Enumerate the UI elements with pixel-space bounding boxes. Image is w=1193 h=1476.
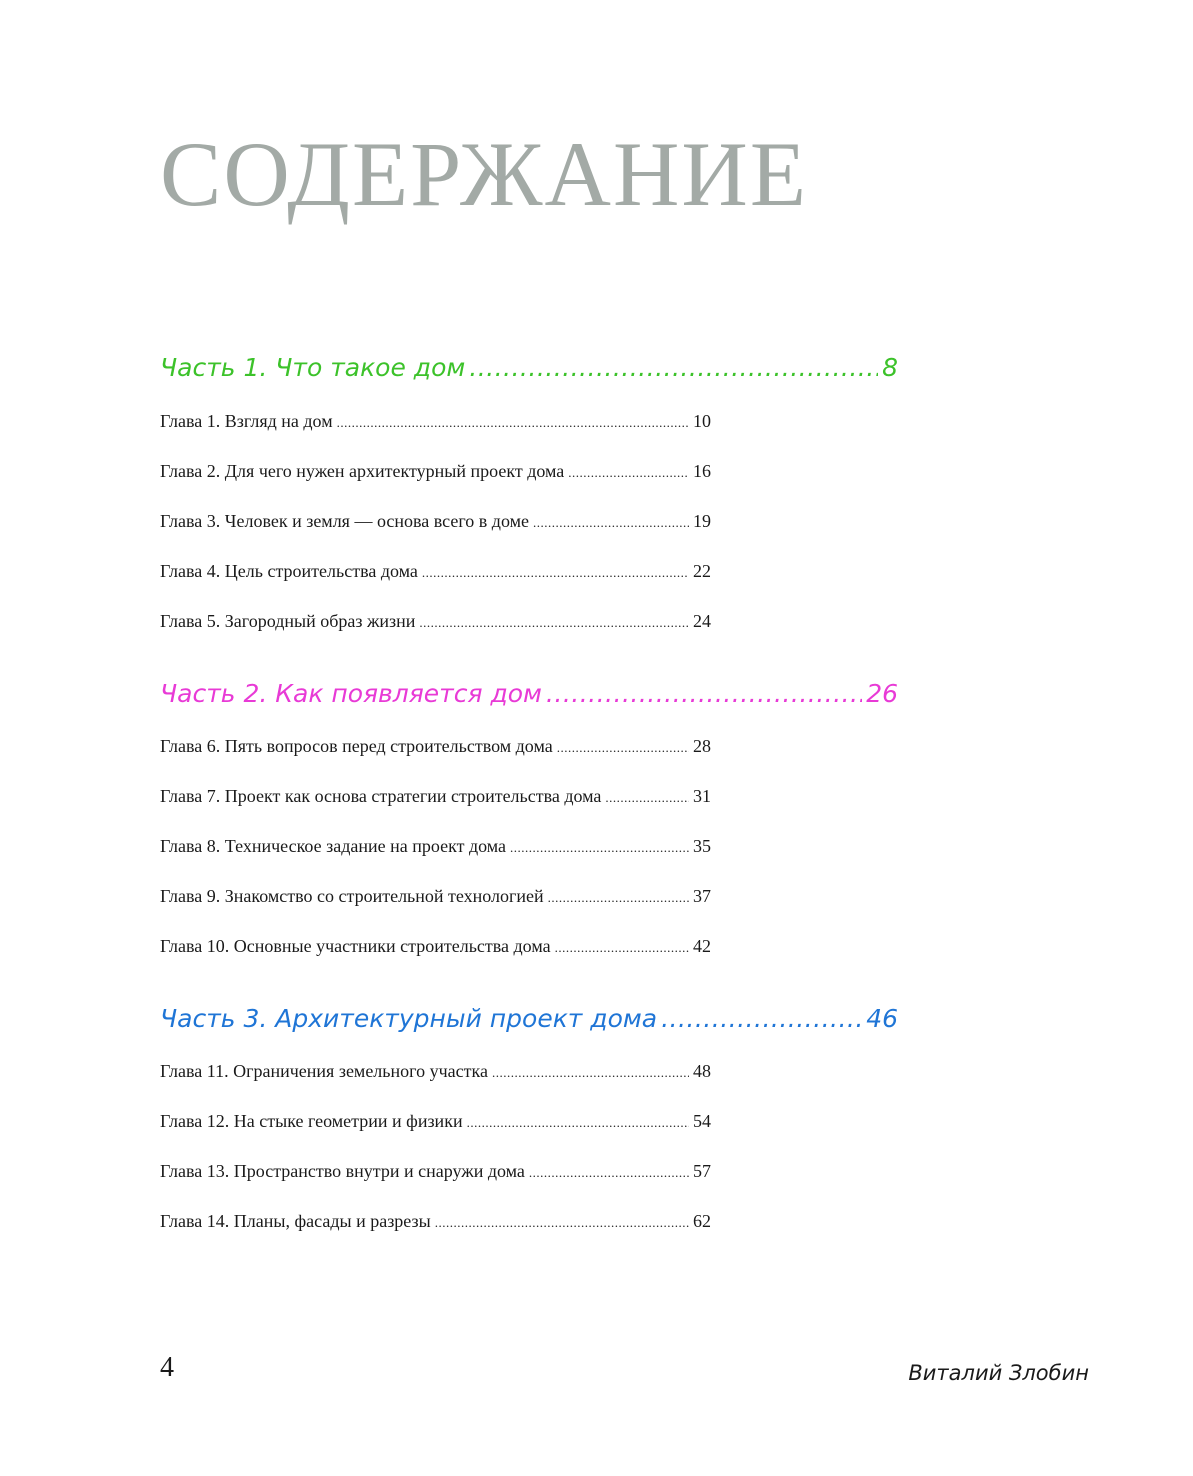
dot-leader: [533, 516, 689, 529]
dot-leader: [555, 941, 689, 954]
chapter-title: Глава 1. Взгляд на дом: [160, 411, 333, 431]
dot-leader: [568, 466, 689, 479]
chapter-title: Глава 6. Пять вопросов перед строительством дома: [160, 736, 553, 756]
page-title: СОДЕРЖАНИЕ: [160, 123, 809, 225]
dot-leader: [546, 681, 862, 706]
dot-leader: [661, 1006, 862, 1031]
chapter-page-number: 62: [693, 1211, 711, 1231]
chapter-title: Глава 10. Основные участники строительства дома: [160, 936, 551, 956]
chapter-title: Глава 8. Техническое задание на проект дома: [160, 836, 507, 856]
part-title: Часть 2. Как появляется дом: [160, 679, 542, 708]
chapter-entry[interactable]: [160, 512, 711, 530]
chapter-page-number: 19: [693, 511, 711, 531]
chapter-title: Глава 5. Загородный образ жизни: [160, 611, 416, 631]
part-1-entry[interactable]: [160, 355, 898, 380]
chapter-title: Глава 4. Цель строительства дома: [160, 561, 418, 581]
chapter-entry[interactable]: [160, 887, 711, 905]
chapter-entry[interactable]: [160, 737, 711, 755]
chapter-entry[interactable]: [160, 787, 711, 805]
chapter-page-number: 54: [693, 1111, 711, 1131]
chapter-entry[interactable]: [160, 1162, 711, 1180]
chapter-title: Глава 7. Проект как основа стратегии строительства дома: [160, 786, 602, 806]
chapter-entry[interactable]: [160, 1062, 711, 1080]
dot-leader: [419, 616, 689, 629]
chapter-page-number: 31: [693, 786, 711, 806]
chapter-entry[interactable]: [160, 462, 711, 480]
chapter-entry[interactable]: [160, 937, 711, 955]
chapter-page-number: 42: [693, 936, 711, 956]
chapter-entry[interactable]: [160, 837, 711, 855]
chapter-page-number: 57: [693, 1161, 711, 1181]
chapter-title: Глава 2. Для чего нужен архитектурный проект дома: [160, 461, 565, 481]
part-page-number: 46: [866, 1004, 898, 1033]
dot-leader: [422, 566, 689, 579]
chapter-entry[interactable]: [160, 612, 711, 630]
dot-leader: [529, 1166, 689, 1179]
part-title: Часть 3. Архитектурный проект дома: [160, 1004, 658, 1033]
dot-leader: [557, 741, 689, 754]
chapter-page-number: 24: [693, 611, 711, 631]
chapter-page-number: 16: [693, 461, 711, 481]
chapter-page-number: 35: [693, 836, 711, 856]
chapter-entry[interactable]: [160, 412, 711, 430]
chapter-entry[interactable]: [160, 562, 711, 580]
dot-leader: [605, 791, 689, 804]
dot-leader: [510, 841, 689, 854]
dot-leader: [548, 891, 689, 904]
author-name: Виталий Злобин: [908, 1361, 1089, 1385]
chapter-title: Глава 9. Знакомство со строительной технологией: [160, 886, 544, 906]
chapter-title: Глава 12. На стыке геометрии и физики: [160, 1111, 463, 1131]
chapter-page-number: 37: [693, 886, 711, 906]
chapter-title: Глава 11. Ограничения земельного участка: [160, 1061, 488, 1081]
dot-leader: [337, 416, 689, 429]
chapter-page-number: 28: [693, 736, 711, 756]
part-page-number: 26: [866, 679, 898, 708]
chapter-page-number: 48: [693, 1061, 711, 1081]
chapter-page-number: 22: [693, 561, 711, 581]
part-title: Часть 1. Что такое дом: [160, 353, 466, 382]
chapter-title: Глава 3. Человек и земля — основа всего в доме: [160, 511, 529, 531]
dot-leader: [467, 1116, 689, 1129]
page-number: 4: [160, 1352, 174, 1383]
chapter-title: Глава 13. Пространство внутри и снаружи дома: [160, 1161, 525, 1181]
dot-leader: [492, 1066, 689, 1079]
part-3-entry[interactable]: [160, 1006, 898, 1031]
chapter-title: Глава 14. Планы, фасады и разрезы: [160, 1211, 431, 1231]
chapter-entry[interactable]: [160, 1112, 711, 1130]
chapter-page-number: 10: [693, 411, 711, 431]
part-page-number: 8: [882, 353, 898, 382]
chapter-entry[interactable]: [160, 1212, 711, 1230]
part-2-entry[interactable]: [160, 681, 898, 706]
dot-leader: [435, 1216, 689, 1229]
dot-leader: [469, 355, 878, 380]
